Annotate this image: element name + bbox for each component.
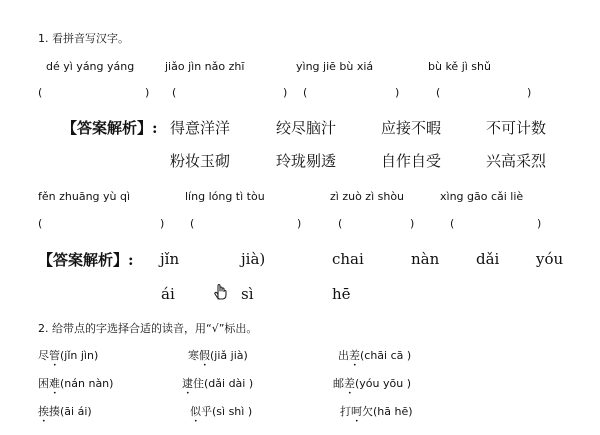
item-7	[38, 403, 92, 425]
dotted-char: 难	[49, 377, 60, 390]
answer-pinyin: nàn	[411, 250, 440, 268]
dotted-char: 呵	[351, 405, 362, 418]
dotted-char: 差	[349, 349, 360, 362]
item-prefix: 邮	[333, 377, 344, 390]
item-suffix: 欠	[362, 405, 373, 418]
question-2-title: 2. 给带点的字选择合适的读音，用“√”标出。	[38, 322, 258, 335]
dotted-char: 管	[49, 349, 60, 362]
item-reading: (jǐn jìn)	[60, 349, 99, 362]
item-reading: (hā hē)	[373, 405, 413, 418]
paren-open-6: (	[190, 217, 195, 230]
paren-open-3: (	[303, 86, 308, 99]
pinyin-8: xìng gāo cǎi liè	[440, 190, 524, 203]
paren-close-2: )	[283, 86, 288, 99]
paren-close-1: )	[145, 86, 150, 99]
item-reading: (sì shì )	[212, 405, 253, 418]
item-reading: (jiǎ jià)	[210, 349, 248, 362]
item-8	[190, 403, 252, 425]
item-3	[338, 347, 411, 369]
pinyin-6: líng lóng tì tòu	[185, 190, 265, 203]
question-1-title: 1. 看拼音写汉字。	[38, 32, 129, 45]
item-reading: (nán nàn)	[60, 377, 114, 390]
item-reading: (āi ái)	[60, 405, 92, 418]
answer-label-2: 【答案解析】:	[38, 251, 134, 269]
item-suffix: 住	[193, 377, 204, 390]
answer-pinyin: jǐn	[160, 250, 180, 268]
pinyin-7: zì zuò zì shòu	[330, 190, 405, 203]
paren-close-3: )	[395, 86, 400, 99]
pinyin-3: yìng jiē bù xiá	[296, 60, 374, 73]
item-4	[38, 375, 113, 397]
paren-open-4: (	[436, 86, 441, 99]
item-reading: (dǎi dài )	[204, 377, 254, 390]
answer-pinyin: yóu	[536, 250, 564, 268]
answer-pinyin: chai	[332, 250, 364, 268]
answer-pinyin: dǎi	[476, 250, 500, 268]
item-suffix: 乎	[201, 405, 212, 418]
answer-word: 粉妆玉砌	[170, 152, 231, 170]
answer-word: 应接不暇	[381, 119, 442, 137]
item-1	[38, 347, 98, 369]
dotted-char: 似	[190, 405, 201, 418]
item-6	[333, 375, 411, 397]
answer-word: 不可计数	[486, 119, 547, 137]
dotted-char: 逮	[182, 377, 193, 390]
item-9	[340, 403, 413, 425]
item-prefix: 出	[338, 349, 349, 362]
paren-close-8: )	[537, 217, 542, 230]
answer-word: 玲珑剔透	[276, 152, 337, 170]
dotted-char: 假	[199, 349, 210, 362]
answer-word: 自作自受	[381, 152, 442, 170]
dotted-char: 差	[344, 377, 355, 390]
answer-pinyin: ái	[161, 285, 175, 303]
pinyin-1: dé yì yáng yáng	[46, 60, 135, 73]
paren-close-7: )	[410, 217, 415, 230]
answer-pinyin: jià)	[241, 250, 266, 268]
item-prefix: 困	[38, 377, 49, 390]
item-reading: (yóu yōu )	[355, 377, 411, 390]
answer-word: 绞尽脑汁	[276, 119, 337, 137]
answer-pinyin: sì	[241, 285, 254, 303]
item-5	[182, 375, 253, 397]
answer-pinyin: hē	[332, 285, 351, 303]
item-2	[188, 347, 248, 369]
answer-word: 得意洋洋	[170, 119, 231, 137]
item-prefix: 寒	[188, 349, 199, 362]
paren-open-7: (	[338, 217, 343, 230]
paren-close-5: )	[160, 217, 165, 230]
paren-open-5: (	[38, 217, 43, 230]
pinyin-5: fěn zhuāng yù qì	[38, 190, 131, 203]
pinyin-2: jiǎo jìn nǎo zhī	[165, 60, 245, 73]
paren-open-2: (	[172, 86, 177, 99]
item-suffix: 揍	[49, 405, 60, 418]
paren-close-6: )	[297, 217, 302, 230]
item-reading: (chāi cā )	[360, 349, 412, 362]
answer-word: 兴高采烈	[486, 152, 547, 170]
paren-open-1: (	[38, 86, 43, 99]
answer-label-1: 【答案解析】:	[62, 119, 158, 137]
pinyin-4: bù kě jì shǔ	[428, 60, 491, 73]
dotted-char: 挨	[38, 405, 49, 418]
paren-close-4: )	[527, 86, 532, 99]
paren-open-8: (	[450, 217, 455, 230]
item-prefix: 尽	[38, 349, 49, 362]
item-prefix: 打	[340, 405, 351, 418]
hand-pointer-icon	[212, 283, 230, 305]
